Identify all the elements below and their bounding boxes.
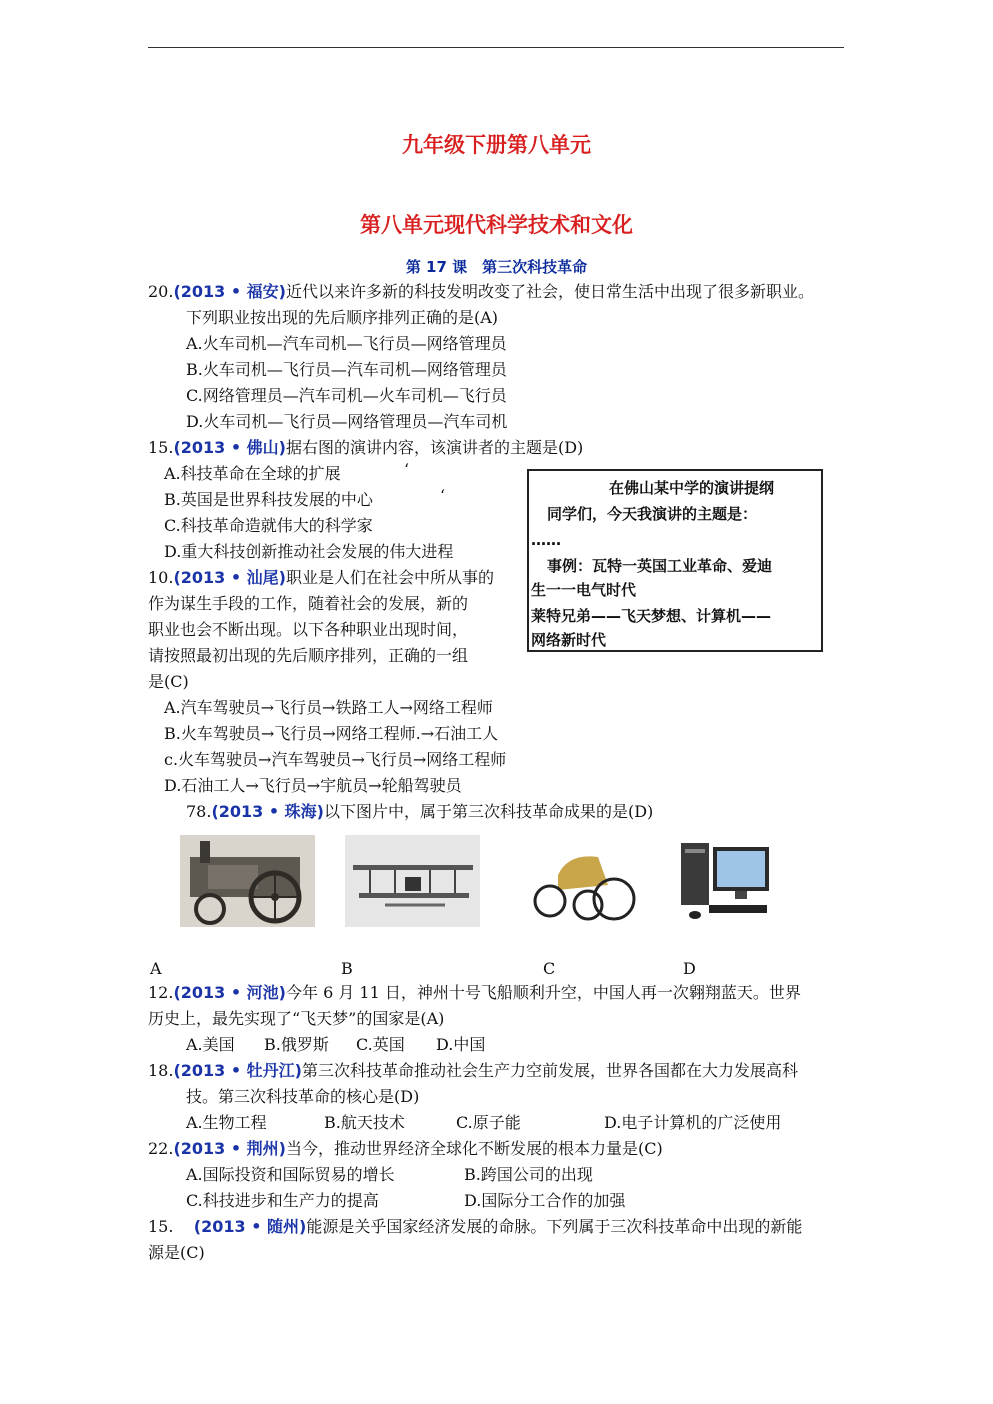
page-title: 九年级下册第八单元 [402,133,591,157]
option-b: B.航天技术 [324,1113,405,1132]
question-10: 10.(2013 • 汕尾)职业是人们在社会中所从事的 [148,568,494,587]
picture-label-d: D [683,959,696,978]
option-d: D.电子计算机的广泛使用 [604,1113,782,1132]
question-22: 22.(2013 • 荆州)当今，推动世界经济全球化不断发展的根本力量是(C) [148,1139,663,1158]
question-15-line: 源是(C) [148,1243,205,1262]
early-car-image [528,835,638,927]
option-c: C.网络管理员—汽车司机—火车司机—飞行员 [186,386,507,405]
option-a: A.汽车驾驶员→飞行员→铁路工人→网络工程师 [164,698,493,717]
option-b: B.英国是世界科技发展的中心 [164,490,373,509]
speech-title: 在佛山某中学的演讲提纲 [609,479,775,497]
option-a: A.国际投资和国际贸易的增长 [186,1165,395,1184]
speech-line: 生一一电气时代 [531,581,637,599]
speech-outline-box [527,469,823,652]
option-d: D.石油工人→飞行员→宇航员→轮船驾驶员 [164,776,462,795]
biplane-image [345,835,480,927]
option-c: c.火车驾驶员→汽车驾驶员→飞行员→网络工程师 [164,750,507,769]
question-12-line: 历史上，最先实现了“飞天梦”的国家是(A) [148,1009,445,1028]
picture-label-a: A [150,959,162,978]
speech-line: …… [531,531,561,549]
option-c: C.英国 [356,1035,405,1054]
question-20: 20.(2013 • 福安)近代以来许多新的科技发明改变了社会，使日常生活中出现了很多新职业。 [148,282,814,301]
option-a: A.科技革命在全球的扩展 [164,464,341,483]
computer-image [675,835,775,927]
option-d: D.国际分工合作的加强 [464,1191,626,1210]
option-d: D.火车司机—飞行员—网络管理员—汽车司机 [186,412,508,431]
question-10-line: 请按照最初出现的先后顺序排列，正确的一组 [148,646,469,665]
question-15-foshan: 15.(2013 • 佛山)据右图的演讲内容，该演讲者的主题是(D) [148,438,584,457]
option-a: A.生物工程 [186,1113,267,1132]
speech-line: 事例：瓦特一英国工业革命、爱迪 [547,557,773,575]
option-b: B.火车驾驶员→飞行员→网络工程师.→石油工人 [164,724,499,743]
question-10-line: 职业也会不断出现。以下各种职业出现时间， [148,620,469,639]
question-78: 78.(2013 • 珠海)以下图片中，属于第三次科技革命成果的是(D) [186,802,654,821]
question-15-suizhou: 15. (2013 • 随州)能源是关乎国家经济发展的命脉。下列属于三次科技革命中出现的新能 [148,1217,803,1236]
option-d: D.重大科技创新推动社会发展的伟大进程 [164,542,454,561]
option-b: B.跨国公司的出现 [464,1165,593,1184]
option-a: A.火车司机—汽车司机—飞行员—网络管理员 [186,334,507,353]
option-d: D.中国 [436,1035,486,1054]
option-b: B.火车司机—飞行员—汽车司机—网络管理员 [186,360,507,379]
stray-mark: ‘ [404,460,410,479]
stray-mark: ‘ [440,486,446,505]
steam-tractor-image [180,835,315,927]
question-12: 12.(2013 • 河池)今年 6 月 11 日，神州十号飞船顺利升空，中国人再一次翱翔蓝天。世界 [148,983,801,1002]
question-18-line: 技。第三次科技革命的核心是(D) [186,1087,420,1106]
speech-line: 网络新时代 [531,631,607,649]
option-c: C.科技革命造就伟大的科学家 [164,516,373,535]
lesson-title: 第 17 课 第三次科技革命 [405,258,588,276]
picture-label-b: B [341,959,353,978]
speech-line: 莱特兄弟——飞天梦想、计算机—— [531,607,772,625]
option-c: C.原子能 [456,1113,521,1132]
option-a: A.美国 [186,1035,235,1054]
option-c: C.科技进步和生产力的提高 [186,1191,379,1210]
picture-label-c: C [543,959,556,978]
speech-line: 同学们，今天我演讲的主题是： [547,505,758,523]
unit-title: 第八单元现代科学技术和文化 [360,213,633,237]
question-20-stem: 下列职业按出现的先后顺序排列正确的是(A) [186,308,499,327]
option-b: B.俄罗斯 [264,1035,329,1054]
question-10-line: 作为谋生手段的工作，随着社会的发展，新的 [148,594,469,613]
question-18: 18.(2013 • 牡丹江)第三次科技革命推动社会生产力空前发展，世界各国都在大力发展高科 [148,1061,798,1080]
question-10-line: 是(C) [148,672,189,691]
header-rule [148,47,844,48]
